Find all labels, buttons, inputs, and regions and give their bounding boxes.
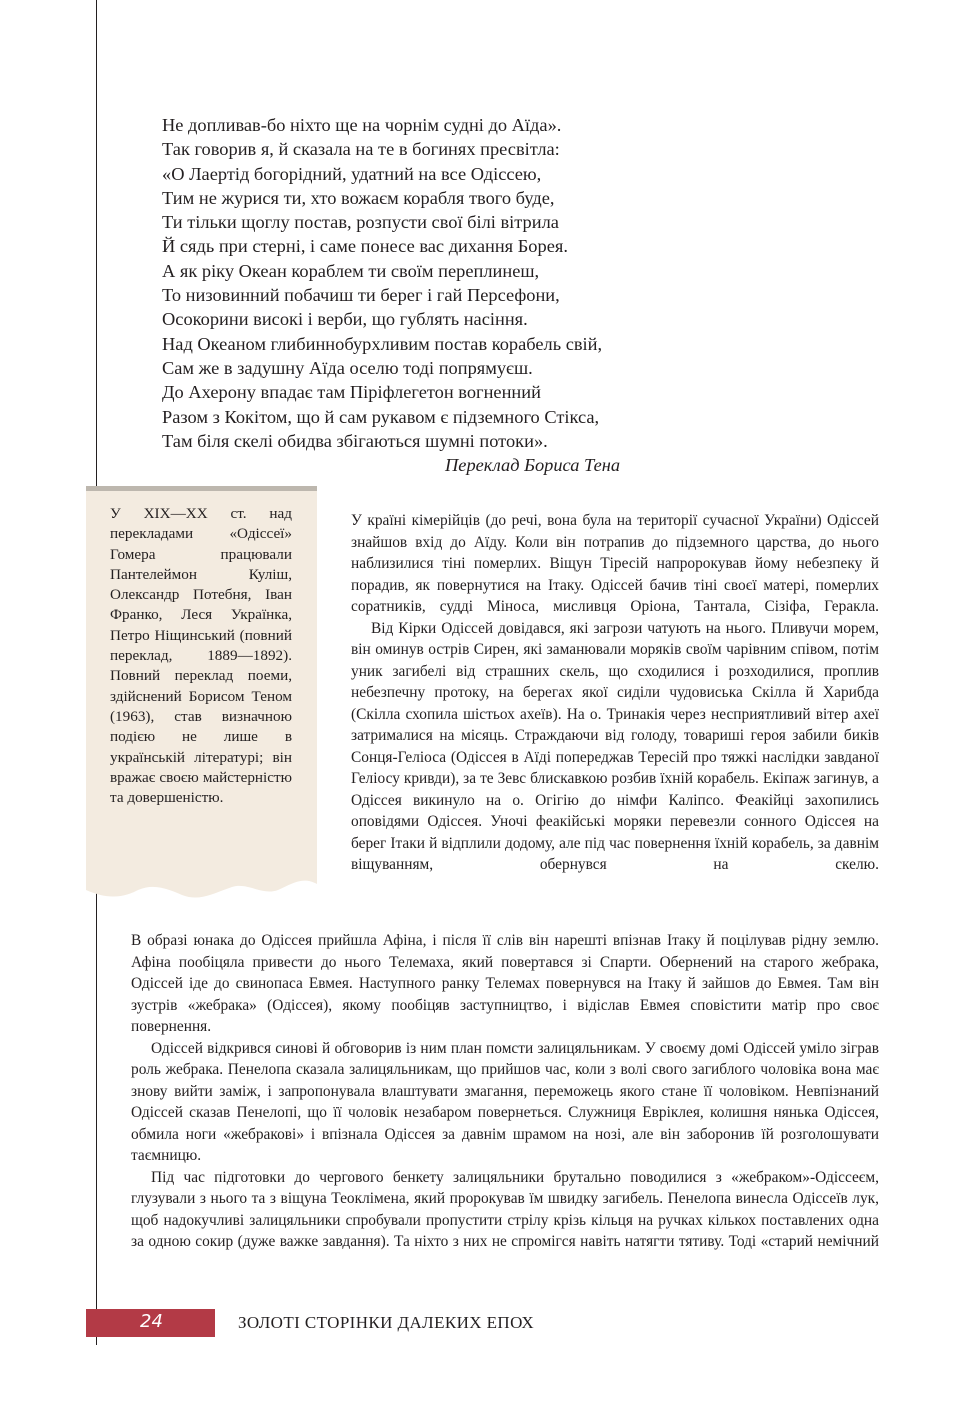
poem-line: «О Лаертід богорідний, удатний на все Одіссею,	[162, 163, 542, 184]
poem-line: Ти тільки щоглу постав, розпусти свої білі вітрила	[162, 212, 559, 233]
poem-excerpt	[162, 113, 722, 453]
side-note	[86, 486, 317, 907]
page-number: 24	[140, 1311, 163, 1332]
poem-line: Тим не журися ти, хто вожаєм корабля твого буде,	[162, 187, 555, 208]
paragraph: Під час підготовки до чергового бенкету залицяльники брутально поводилися з «жебраком»-Одіссеєм, глузували з нього та з віщуна Теоклімена, який пророкував їм швидку загибель. Пенелопа винесла Одіссеїв лук, щоб надокучливі залицяльники спробували пропустити стрілу крізь кільця на ручках кількох поставлених одна за одною сокир (дуже важке завдання). Та ніхто з них не спромігся навіть натягти тятиву. Тоді «старий немічний	[131, 1168, 879, 1250]
poem-line: Не допливав-бо ніхто ще на чорнім судні до Аїда».	[162, 115, 562, 135]
poem-line: Там біля скелі обидва збігаються шумні потоки».	[162, 430, 548, 451]
paragraph: У країні кімерійців (до речі, вона була на території сучасної України) Одіссей знайшов вхід до Аїду. Коли він потрапив до підземного царства, до нього наблизилися тіні померлих. Віщун Тіресій напророкував йому небезпеку й порадив, як повернутися на Ітаку. Одіссей бачив тіні своєї матері, померлих соратників, судді Міноса, мисливця Оріона, Тантала, Сізіфа, Геракла.	[351, 512, 879, 615]
poem-line: А як ріку Океан кораблем ти своїм переплинеш,	[162, 260, 540, 281]
poem-line: Осокорини високі і верби, що гублять насіння.	[162, 309, 528, 330]
paragraph: Одіссей відкрився синові й обговорив із ним план помсти залицяльникам. У своєму домі Одіссей уміло зіграв роль жебрака. Пенелопа сказала залицяльникам, що прийшов час, коли з волі свого загиблого чоловіка вона має знову вийти заміж, і запропонувала влаштувати змагання, переможець якого стане її чоловіком. Невпізнаний Одіссей сказав Пенелопі, що її чоловік незабаром повернеться. Служниця Евріклея, колишня нянька Одіссея, обмила ноги «жебракові» і впізнала Одіссея за давнім шрамом на нозі, але він заборонив їй розголошувати таємницю.	[131, 1039, 879, 1164]
running-footer-title: ЗОЛОТІ СТОРІНКИ ДАЛЕКИХ ЕПОХ	[238, 1313, 535, 1332]
poem-line: Й сядь при стерні, і саме понесе вас дихання Борея.	[162, 236, 568, 257]
note-text: У XIX—XX ст. над перекладами «Одіссеї» Гомера працювали Пантелеймон Куліш, Олександр Потебня, Іван Франко, Леся Українка, Петро Ніщинський (повний переклад, 1889—1892). Повний переклад поеми, здійснений Борисом Теном (1963), став визначною подією не лише в українській літературі; він вражає своєю майстерністю та довершеністю.	[110, 505, 292, 807]
narrow-column	[351, 510, 879, 876]
full-width-text	[131, 930, 879, 1253]
poem-line: Над Океаном глибиннобурхливим постав корабель свій,	[162, 333, 603, 354]
poem-line: До Ахерону впадає там Піріфлегетон вогненний	[162, 382, 541, 403]
poem-line: Так говорив я, й сказала на те в богинях пресвітла:	[162, 139, 560, 160]
poem-line: Разом з Кокітом, що й сам рукавом є підземного Стікса,	[162, 406, 600, 427]
paragraph: Від Кірки Одіссей довідався, які загрози чатують на нього. Пливучи морем, він оминув острів Сирен, які заманювали моряків своїм чарівним співом, потім уник загибелі від страшних скель, що сходилися і розходилися, проплив небезпечну протоку, на берегах якої сиділи чудовиська Скілла й Харибда (Скілла схопила шістьох ахеїв). На о. Тринакія через несприятливий вітер ахеї затрималися на місяць. Страждаючи від голоду, товариші героя забили биків Сонця-Геліоса (Одіссея в Аїді попереджав Тересій про тяжкі наслідки завданої Геліосу кривди), за те Зевс блискавкою розбив їхній корабель. Екіпаж загинув, а Одіссея викинуло на о. Огігію до німфи Каліпсо. Феакійці захопились оповідями Одіссея. Уночі феакійські моряки перевезли сонного Одіссея на берег Ітаки й відплили додому, але під час повернення їхній корабель, за давнім віщуванням, обернувся на скелю.	[351, 619, 879, 873]
paragraph: В образі юнака до Одіссея прийшла Афіна, і після її слів він нарешті впізнав Ітаку й поцілував рідну землю. Афіна пообіцяла привести до нього Телемаха, який повертався зі Спарти. Обернений на старого жебрака, Одіссей іде до свинопаса Евмея. Наступного ранку Телемах повернувся на Ітаку й зайшов до Евмея. Там він зустрів «жебрака» (Одіссея), якому пообіцяв заступництво, і відіслав Евмея сповістити матір про своє повернення.	[131, 932, 879, 1035]
poem-line: Сам же в задушну Аїда оселю тоді попрямуєш.	[162, 357, 533, 378]
poem-line: То низовинний побачиш ти берег і гай Персефони,	[162, 285, 560, 306]
translation-credit: Переклад Бориса Тена	[445, 455, 621, 475]
